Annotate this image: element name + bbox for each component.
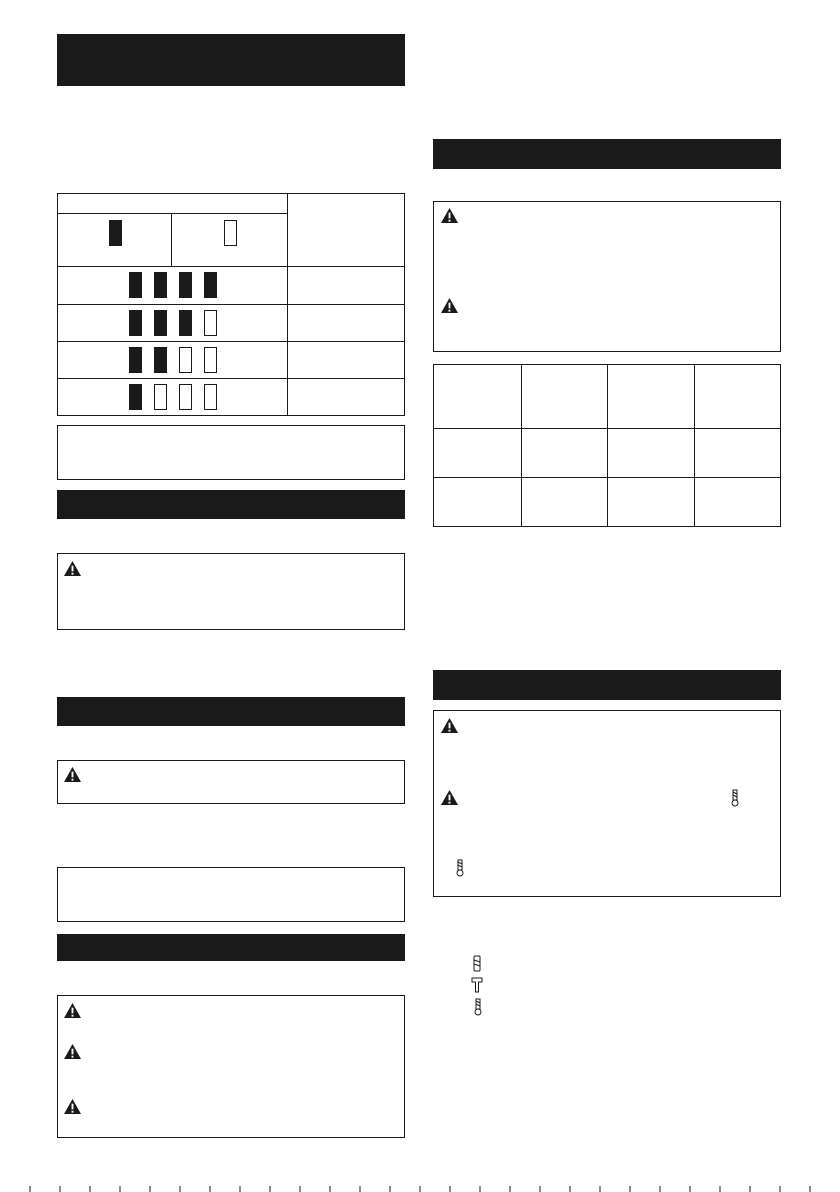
lamp [179, 310, 192, 336]
lamp [129, 310, 142, 336]
lit-lamp-icon [109, 220, 122, 246]
section-bar [433, 670, 781, 700]
hammer-icon [471, 977, 483, 993]
lamp [129, 384, 142, 410]
lamp [129, 347, 142, 373]
caution-box [57, 760, 405, 804]
off-lamp-icon [224, 220, 237, 246]
lamp [204, 347, 217, 373]
caution-box [57, 553, 405, 630]
lamp [204, 272, 217, 298]
warning-triangle-icon [63, 1043, 82, 1060]
lamp [154, 347, 167, 373]
warning-triangle-icon [440, 789, 459, 806]
lamp [154, 384, 167, 410]
warning-triangle-icon [440, 297, 459, 314]
warning-triangle-icon [440, 717, 459, 734]
lamp [129, 272, 142, 298]
warning-triangle-icon [63, 1098, 82, 1115]
lamp [204, 310, 217, 336]
caution-box [433, 201, 781, 352]
lamp [179, 347, 192, 373]
warning-triangle-icon [63, 1002, 82, 1019]
lamp [154, 272, 167, 298]
battery-capacity-table [57, 193, 405, 416]
title-bar [57, 34, 405, 86]
section-bar [57, 934, 405, 961]
section-bar [57, 490, 405, 519]
section-bar [433, 139, 781, 169]
lamp [179, 384, 192, 410]
lamp [204, 384, 217, 410]
speed-table [433, 364, 781, 527]
note-box [57, 425, 405, 480]
lamp [154, 310, 167, 336]
caution-box [57, 995, 405, 1138]
note-box [57, 867, 405, 922]
lamp [179, 272, 192, 298]
drill-bit-icon [730, 789, 740, 807]
section-bar [57, 697, 405, 726]
warning-triangle-icon [63, 766, 82, 783]
warning-triangle-icon [63, 560, 82, 577]
drill-bit-icon [473, 998, 483, 1016]
drill-bit-icon [455, 859, 465, 877]
warning-triangle-icon [440, 207, 459, 224]
registration-marks [0, 1186, 840, 1192]
screw-icon [472, 955, 482, 973]
caution-box [433, 710, 781, 897]
